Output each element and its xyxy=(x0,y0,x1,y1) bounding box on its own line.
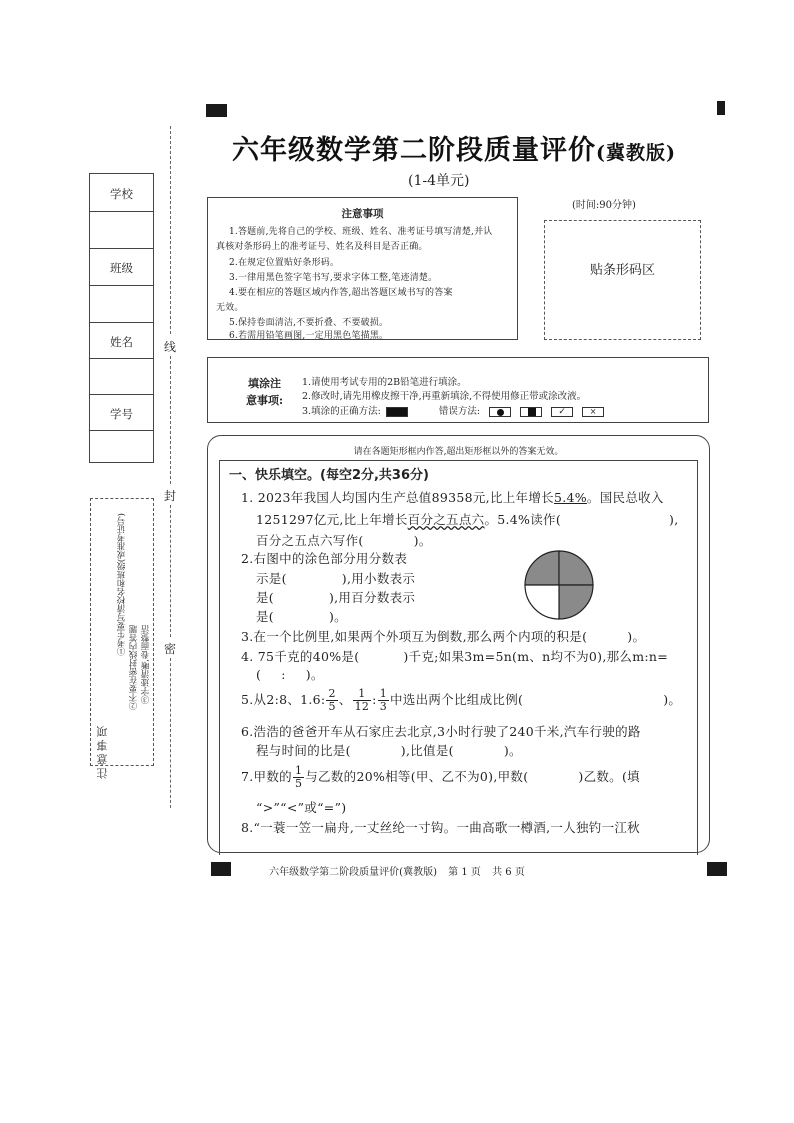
q5-text: 中选出两个比组成比例( xyxy=(390,692,524,707)
q2-text: 是( xyxy=(256,590,274,605)
q3-text: )。 xyxy=(627,629,646,644)
q6-text: ),比值是( xyxy=(400,743,454,758)
page-title: 六年级数学第二阶段质量评价(冀教版) xyxy=(232,135,676,166)
time-label: (时间:90分钟) xyxy=(572,200,636,211)
footer-total: 共 6 页 xyxy=(492,867,525,878)
pie-slice xyxy=(525,585,559,619)
fill-instructions-box xyxy=(207,357,709,423)
binding-line xyxy=(170,658,171,808)
barcode-label: 贴条形码区 xyxy=(589,263,655,278)
notes-line: 4.要在相应的答题区域内作答,超出答题区域书写的答案 xyxy=(229,288,453,298)
units-label: (1-4单元) xyxy=(408,173,470,189)
question-1-line1 xyxy=(241,488,664,506)
q5-fraction: $\frac{2}{5}$ xyxy=(328,687,336,713)
q5-fraction: $\frac{1}{12}$ xyxy=(354,687,370,713)
q3-text: 3.在一个比例里,如果两个外项互为倒数,那么两个内项的积是( xyxy=(241,629,588,644)
q2-text: ),用小数表示 xyxy=(341,571,416,586)
question-7-line1 xyxy=(241,765,640,790)
q1-text: ), xyxy=(669,512,679,527)
class-label: 班级 xyxy=(110,261,133,275)
question-2-line2 xyxy=(256,569,415,587)
binding-line xyxy=(170,356,171,484)
footer-title: 六年级数学第二阶段质量评价(冀教版) xyxy=(269,867,437,878)
q7-text: )乙数。(填 xyxy=(578,769,640,784)
question-1-line3 xyxy=(256,531,432,549)
correct-fill-sample xyxy=(386,407,408,417)
id-cell xyxy=(90,395,153,431)
student-info-table xyxy=(89,173,154,463)
q1-text: 1251297亿元,比上年增长 xyxy=(256,512,408,527)
question-6-line2 xyxy=(256,741,522,759)
barcode-area xyxy=(544,220,701,340)
fill-line: 2.修改时,请先用橡皮擦干净,再重新填涂,不得使用修正带或涂改液。 xyxy=(302,391,587,402)
school-label: 学校 xyxy=(110,187,133,201)
q2-text: ),用百分数表示 xyxy=(328,590,416,605)
edition-label: (冀教版) xyxy=(596,142,676,164)
q5-text: 5.从2:8、1.6: xyxy=(241,692,326,707)
question-1-line2 xyxy=(256,510,678,528)
q6-text: 程与时间的比是( xyxy=(256,743,351,758)
wrong-fill-check: ✓ xyxy=(551,407,573,417)
side-notes-label: 注意事项 xyxy=(96,723,109,779)
fill-correct-row xyxy=(302,403,610,417)
name-input[interactable] xyxy=(90,359,153,395)
q1-text: 百分之五点六写作( xyxy=(256,533,364,548)
q1-text: 1. 2023年我国人均国内生产总值89358元,比上年增长 xyxy=(241,490,554,505)
side-note-item: ③字迹清晰,卷面整洁 xyxy=(141,625,151,705)
q4-text: )。 xyxy=(305,667,324,682)
question-6-line1: 6.浩浩的爸爸开车从石家庄去北京,3小时行驶了240千米,汽车行驶的路 xyxy=(241,724,641,739)
q1-percent: 5.4% xyxy=(553,490,587,505)
q4-text: )千克;如果3m=5n(m、n均不为0),那么m:n= xyxy=(403,649,669,664)
side-note-item: ①考生要写清校名和班级(或准考证号) xyxy=(117,513,127,656)
q4-text: 4. 75千克的40%是( xyxy=(241,649,360,664)
question-5 xyxy=(241,688,681,713)
section-heading: 一、快乐填空。(每空2分,共36分) xyxy=(229,468,429,483)
fill-line: 1.请使用考试专用的2B铅笔进行填涂。 xyxy=(302,377,467,388)
pie-slice xyxy=(559,551,593,585)
q5-text: : xyxy=(372,692,377,707)
q5-fraction: $\frac{1}{3}$ xyxy=(379,687,387,713)
q5-text: )。 xyxy=(663,692,682,707)
fill-label: 意事项: xyxy=(246,394,284,407)
q1-words: 百分之五点六 xyxy=(407,512,485,527)
pie-slice xyxy=(559,585,593,619)
question-7-line2: “>”“<”或“=”) xyxy=(256,800,347,815)
q1-text: 。国民总收入 xyxy=(586,490,664,505)
correct-method-label: 3.填涂的正确方法: xyxy=(302,406,381,417)
q2-text: 是( xyxy=(256,609,274,624)
class-input[interactable] xyxy=(90,286,153,323)
school-cell xyxy=(90,174,153,212)
q2-text: 示是( xyxy=(256,571,287,586)
question-2-line1: 2.右图中的涂色部分用分数表 xyxy=(241,551,408,566)
pie-slice xyxy=(525,551,559,585)
id-input[interactable] xyxy=(90,431,153,463)
question-4-line1 xyxy=(241,647,668,665)
corner-mark-top-left xyxy=(206,104,227,117)
q4-text: : xyxy=(281,667,286,682)
notes-line: 3.一律用黑色签字笔书写,要求字体工整,笔迹清楚。 xyxy=(229,273,438,283)
notes-line: 无效。 xyxy=(216,303,244,313)
binding-char-secret: 密 xyxy=(164,642,177,656)
question-3 xyxy=(241,627,645,645)
notes-line: 6.若需用铅笔画图,一定用黑色笔描黑。 xyxy=(229,331,389,341)
id-label: 学号 xyxy=(110,407,133,421)
q7-text: 7.甲数的 xyxy=(241,769,292,784)
question-2-line4 xyxy=(256,607,347,625)
question-8: 8.“一蓑一笠一扁舟,一丈丝纶一寸钩。一曲高歌一樽酒,一人独钓一江秋 xyxy=(241,820,640,835)
notes-box xyxy=(207,197,518,340)
fill-label: 填涂注 xyxy=(248,377,281,390)
question-2-line3 xyxy=(256,588,415,606)
name-label: 姓名 xyxy=(110,335,133,349)
wrong-fill-cross: × xyxy=(582,407,604,417)
answer-hint: 请在各题矩形框内作答,超出矩形框以外的答案无效。 xyxy=(353,447,564,457)
wrong-fill-half xyxy=(520,407,542,417)
q4-text: ( xyxy=(256,667,262,682)
q7-fraction: $\frac{1}{5}$ xyxy=(294,764,303,790)
notes-line: 1.答题前,先将自己的学校、班级、姓名、准考证号填写清楚,并认 xyxy=(229,227,493,237)
corner-mark-top-right xyxy=(717,101,725,115)
name-cell xyxy=(90,323,153,359)
side-notes-box xyxy=(90,498,154,779)
school-input[interactable] xyxy=(90,212,153,249)
footer-page: 第 1 页 xyxy=(448,867,481,878)
wrong-fill-dot xyxy=(489,407,511,417)
page-footer xyxy=(0,863,794,878)
pie-figure xyxy=(523,549,595,621)
binding-char-line: 线 xyxy=(164,340,177,354)
q2-text: )。 xyxy=(328,609,347,624)
binding-char-seal: 封 xyxy=(164,489,177,503)
binding-line xyxy=(170,126,171,334)
class-cell xyxy=(90,249,153,286)
notes-line: 2.在规定位置贴好条形码。 xyxy=(229,258,340,268)
binding-line xyxy=(170,505,171,637)
q6-text: )。 xyxy=(503,743,522,758)
question-4-line2 xyxy=(256,665,324,683)
wrong-method-label: 错误方法: xyxy=(438,406,481,417)
side-note-item: ②不要在密封线内答题 xyxy=(129,625,139,710)
q1-text: 。5.4%读作( xyxy=(484,512,562,527)
q7-text: 与乙数的20%相等(甲、乙不为0),甲数( xyxy=(305,769,529,784)
notes-line: 5.保持卷面清洁,不要折叠、不要破损。 xyxy=(229,318,389,328)
notes-heading: 注意事项 xyxy=(341,208,384,220)
q5-text: 、 xyxy=(338,692,352,707)
q1-text: )。 xyxy=(413,533,432,548)
notes-line: 真核对条形码上的准考证号、姓名及科目是否正确。 xyxy=(216,242,428,252)
